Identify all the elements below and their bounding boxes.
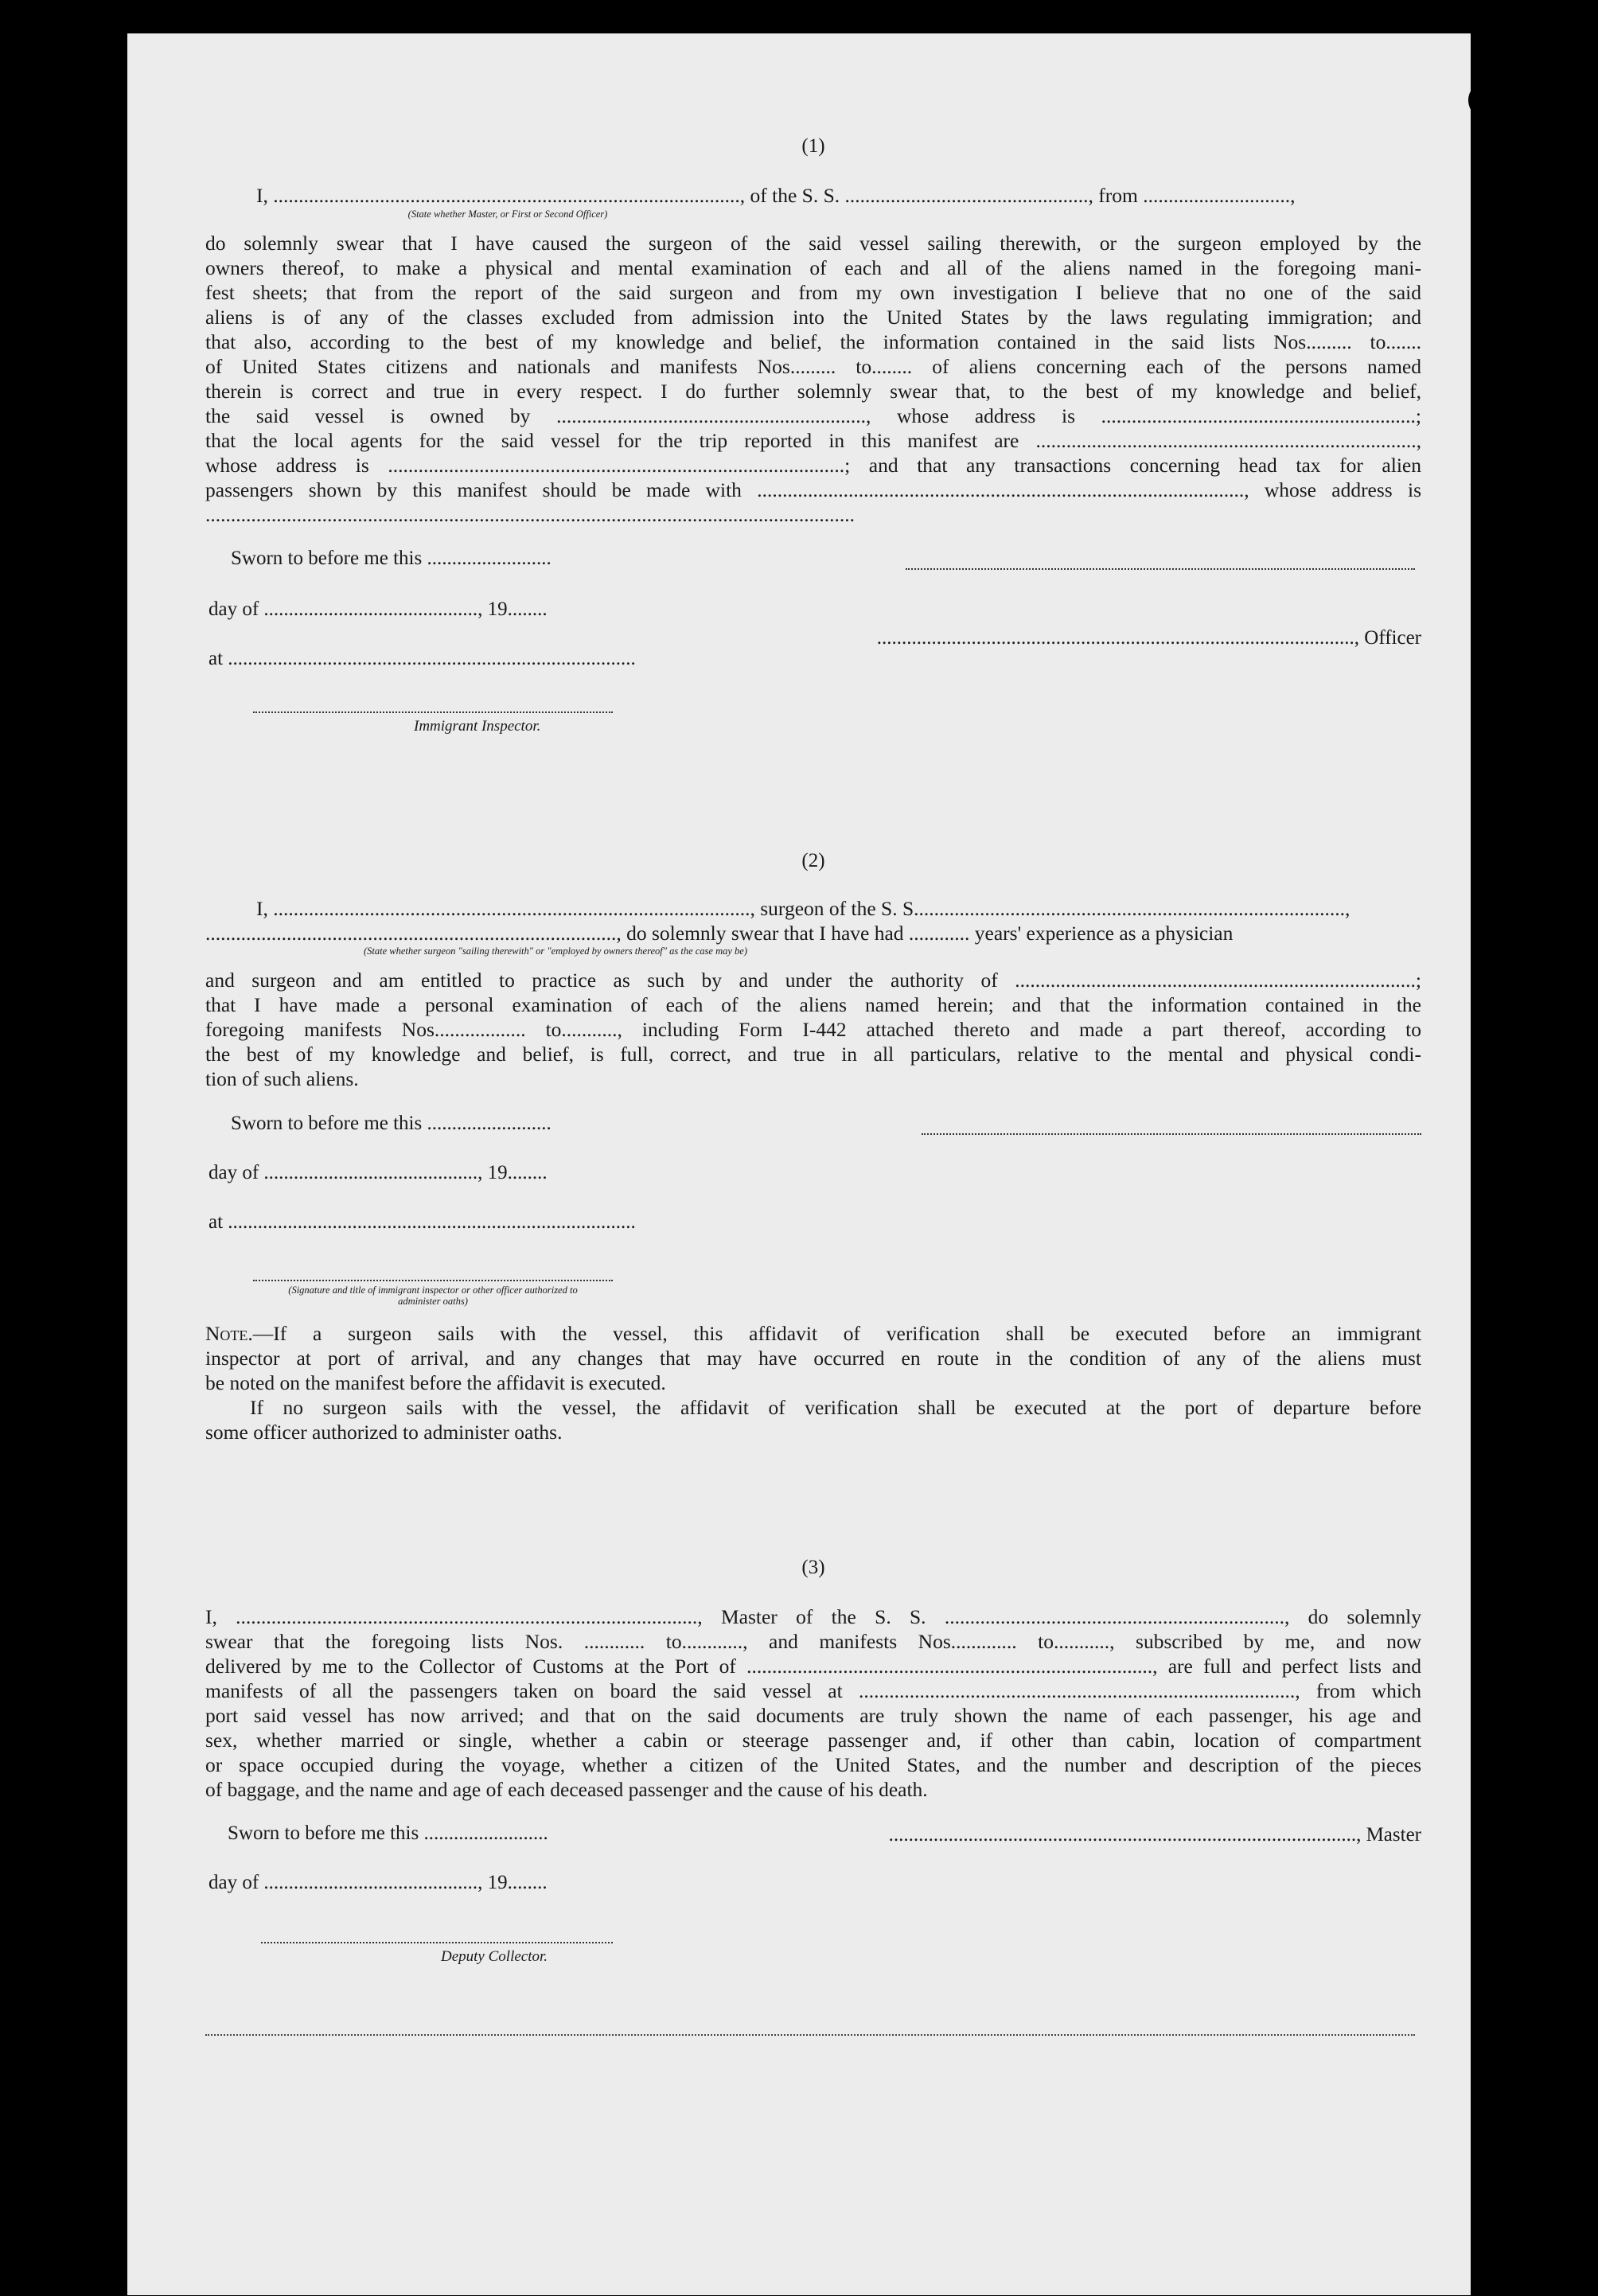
note-text: —If a surgeon sails with the vessel, this affidavit of verification shall be executed before an immigrant xyxy=(252,1322,1421,1345)
section-3-text-line: port said vessel has now arrived; and that on the said documents are truly shown the name of each passenger, his age and xyxy=(205,1704,1421,1727)
at-line: at .................................................................................. xyxy=(209,1211,636,1233)
section-1-text-line: therein is correct and true in every respect. I do further solemnly swear that, to the best of my knowledge and belief, xyxy=(205,380,1421,403)
section-3-text-line: sex, whether married or single, whether a cabin or steerage passenger and, if other than cabin, location of compartment xyxy=(205,1729,1421,1752)
section-1-text-line: of United States citizens and nationals and manifests Nos......... to........ of aliens concerning each of the persons named xyxy=(205,355,1421,378)
witness-caption: (Signature and title of immigrant inspector or other officer authorized to administer oaths) xyxy=(288,1284,578,1307)
inspector-caption: Immigrant Inspector. xyxy=(414,718,541,735)
master-label: .............................................................................................., Master xyxy=(888,1824,1421,1846)
section-2-text-line: the best of my knowledge and belief, is full, correct, and true in all particulars, relative to the mental and physical condi- xyxy=(205,1043,1421,1066)
day-of-line: day of ..........................................., 19........ xyxy=(209,1872,548,1893)
section-2-text-line: foregoing manifests Nos.................. to..........., including Form I-442 attached thereto and made a part thereof, according to xyxy=(205,1018,1421,1041)
note-line: be noted on the manifest before the affidavit is executed. xyxy=(205,1371,666,1394)
section-number: (2) xyxy=(801,850,825,871)
section-3-text-line: swear that the foregoing lists Nos. ............ to............, and manifests Nos............. to..........., subscribed by me, and now xyxy=(205,1630,1421,1653)
section-3-text-line: delivered by me to the Collector of Customs at the Port of ................................................................................, are full and perfect lists and xyxy=(205,1655,1421,1678)
day-of-line: day of ..........................................., 19........ xyxy=(209,1162,548,1183)
sworn-line: Sworn to before me this ......................... xyxy=(231,548,552,569)
day-of-line: day of ..........................................., 19........ xyxy=(209,598,548,620)
note-line: inspector at port of arrival, and any changes that may have occurred en route in the condition of any of the aliens must xyxy=(205,1347,1421,1370)
officer-caption: (State whether Master, or First or Second Officer) xyxy=(407,209,608,220)
section-number: (3) xyxy=(801,1557,825,1578)
officer-label: ................................................................................................, Officer xyxy=(876,627,1421,649)
officer-sign-line xyxy=(876,627,1421,649)
at-line: at .................................................................................. xyxy=(209,648,636,669)
note-2-line: some officer authorized to administer oaths. xyxy=(205,1421,563,1444)
note-line xyxy=(205,1321,1421,1346)
punch-hole xyxy=(1471,216,1509,255)
section-2-text-line: and surgeon and am entitled to practice as such by and under the authority of ...............................................................................; xyxy=(205,969,1421,992)
section-1-text-line: the said vessel is owned by ............................................................., whose address is ..............................................................; xyxy=(205,404,1421,427)
surgeon-years-line: ................................................................................., do solemnly swear that I have had ............ years' experience as a physician xyxy=(205,922,1234,945)
section-1-text-line: passengers shown by this manifest should be made with ................................................................................................, whose address is xyxy=(205,478,1421,501)
punch-hole xyxy=(1471,750,1509,788)
punch-hole xyxy=(1506,1133,1544,1171)
section-2-text-line: tion of such aliens. xyxy=(205,1067,359,1090)
officer-signature-line xyxy=(906,568,1415,570)
punch-hole xyxy=(1468,81,1506,119)
sworn-line: Sworn to before me this ......................... xyxy=(231,1113,552,1134)
collector-caption: Deputy Collector. xyxy=(441,1948,548,1965)
section-1-text-line: fest sheets; that from the report of the said surgeon and from my own investigation I believe that no one of the said xyxy=(205,281,1421,304)
collector-signature-line xyxy=(261,1942,613,1943)
witness-signature-line xyxy=(253,1280,613,1281)
section-1-text-line: do solemnly swear that I have caused the surgeon of the said vessel sailing therewith, or the surgeon employed by the xyxy=(205,232,1421,255)
master-sign-line xyxy=(888,1824,1421,1846)
section-3 xyxy=(205,1557,1421,1971)
punch-hole xyxy=(1482,2158,1520,2197)
surgeon-signature-line xyxy=(922,1133,1421,1135)
section-2 xyxy=(205,850,1421,1471)
inspector-signature-line xyxy=(253,711,613,713)
section-1 xyxy=(205,135,1421,740)
section-3-text-line: or space occupied during the voyage, whether a citizen of the United States, and the number and description of the pieces xyxy=(205,1753,1421,1776)
officer-line: I, ............................................................................................, of the S. S. ................................................, from ............................., xyxy=(256,184,1296,207)
note-2-line: If no surgeon sails with the vessel, the affidavit of verification shall be executed at the port of departure before xyxy=(250,1396,1421,1419)
sworn-line: Sworn to before me this ......................... xyxy=(228,1822,548,1844)
section-2-text-line: that I have made a personal examination of each of the aliens named herein; and that the information contained in the xyxy=(205,993,1421,1016)
section-1-text-line: whose address is ..........................................................................................; and that any transactions concerning head tax for alien xyxy=(205,454,1421,477)
punch-hole xyxy=(1471,611,1509,649)
surgeon-line: I, .............................................................................................., surgeon of the S. S....................................................................................., xyxy=(256,897,1351,920)
section-3-text-line: manifests of all the passengers taken on board the said vessel at ......................................................................................, from which xyxy=(205,1679,1421,1702)
section-1-text-line: that also, according to the best of my knowledge and belief, the information contained in the said lists Nos......... to....... xyxy=(205,330,1421,353)
section-number: (1) xyxy=(801,135,825,157)
section-3-text-line: I, ..........................................................................................., Master of the S. S. ..................................................................., do solemnly xyxy=(205,1605,1421,1628)
punch-hole xyxy=(1487,2035,1525,2073)
section-1-text-line: owners thereof, to make a physical and mental examination of each and all of the aliens named in the foregoing mani- xyxy=(205,256,1421,279)
bottom-rule xyxy=(205,2034,1415,2036)
punch-hole xyxy=(1506,259,1545,298)
note-label: Note. xyxy=(205,1322,253,1345)
section-1-text-line: ................................................................................................................................ xyxy=(205,503,855,526)
section-3-text-line: of baggage, and the name and age of each deceased passenger and the cause of his death. xyxy=(205,1778,928,1801)
punch-hole xyxy=(1485,1630,1523,1668)
surgeon-caption: (State whether surgeon "sailing therewith" or "employed by owners thereof" as the case may be) xyxy=(363,945,748,957)
punch-hole xyxy=(1483,1498,1521,1536)
section-1-text-line: that the local agents for the said vessel for the trip reported in this manifest are ..........................................................................., xyxy=(205,429,1421,452)
punch-hole xyxy=(1498,1990,1536,2028)
section-1-text-line: aliens is of any of the classes excluded from admission into the United States by the laws regulating immigration; and xyxy=(205,306,1421,329)
